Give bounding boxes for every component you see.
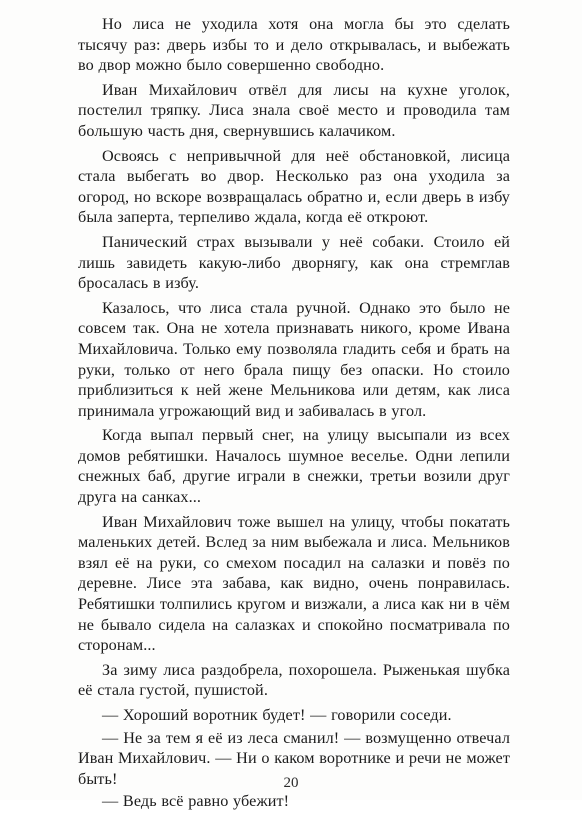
paragraph-2: Иван Михайлович отвёл для лисы на кухне уголок, постелил тряпку. Лиса знала своё место и проводила там большую часть дня, свернувшись калачиком. [78,80,510,140]
paragraph-3: Освоясь с непривычной для неё обстановкой, лисица стала выбегать во двор. Несколько раз она уходила за огород, но вскоре возвращалась обратно и, если дверь в избу была заперта, терпеливо ждала, когда её откроют. [78,146,510,227]
paragraph-8: За зиму лиса раздобрела, похорошела. Рыженькая шубка её стала густой, пушистой. [78,660,510,700]
paragraph-1: Но лиса не уходила хотя она могла бы это сделать тысячу раз: дверь избы то и дело открывалась, и выбежать во двор можно было совершенно свободно. [78,15,510,75]
page-text [78,14,510,814]
paragraph-7: Иван Михайлович тоже вышел на улицу, чтобы покатать маленьких детей. Вслед за ним выбежала и лиса. Мельников взял её на руки, со смехом посадил на салазки и повёз по деревне. Лисе эта забава, как видно, очень понравилась. Ребятишки толпились кругом и визжали, а лиса как ни в чём не бывало сидела на салазках и спокойно посматривала по сторонам... [78,512,510,655]
paragraph-6: Когда выпал первый снег, на улицу высыпали из всех домов ребятишки. Началось шумное веселье. Одни лепили снежных баб, другие играли в снежки, третьи возили друг друга на санках... [78,426,510,507]
dialogue-line-3: — Ведь всё равно убежит! [102,792,290,811]
page-number: 20 [283,775,299,791]
dialogue-line-1: — Хороший воротник будет! — говорили соседи. [102,706,452,724]
paragraph-5: Казалось, что лиса стала ручной. Однако это было не совсем так. Она не хотела признавать никого, кроме Ивана Михайловича. Только ему позволяла гладить себя и брать на руки, только от него брала пищу без опаски. Но стоило приблизиться к ней жене Мельникова или детям, как лиса принимала угрожающий вид и забивалась в угол. [78,298,510,420]
dialogue-line-2: — Не за тем я её из леса сманил! — возмущенно отвечал Иван Михайлович. — Ни о каком воротнике и речи не может быть! [78,728,510,788]
paragraph-4: Панический страх вызывали у неё собаки. Стоило ей лишь завидеть какую-либо дворнягу, как она стремглав бросалась в избу. [78,232,510,293]
